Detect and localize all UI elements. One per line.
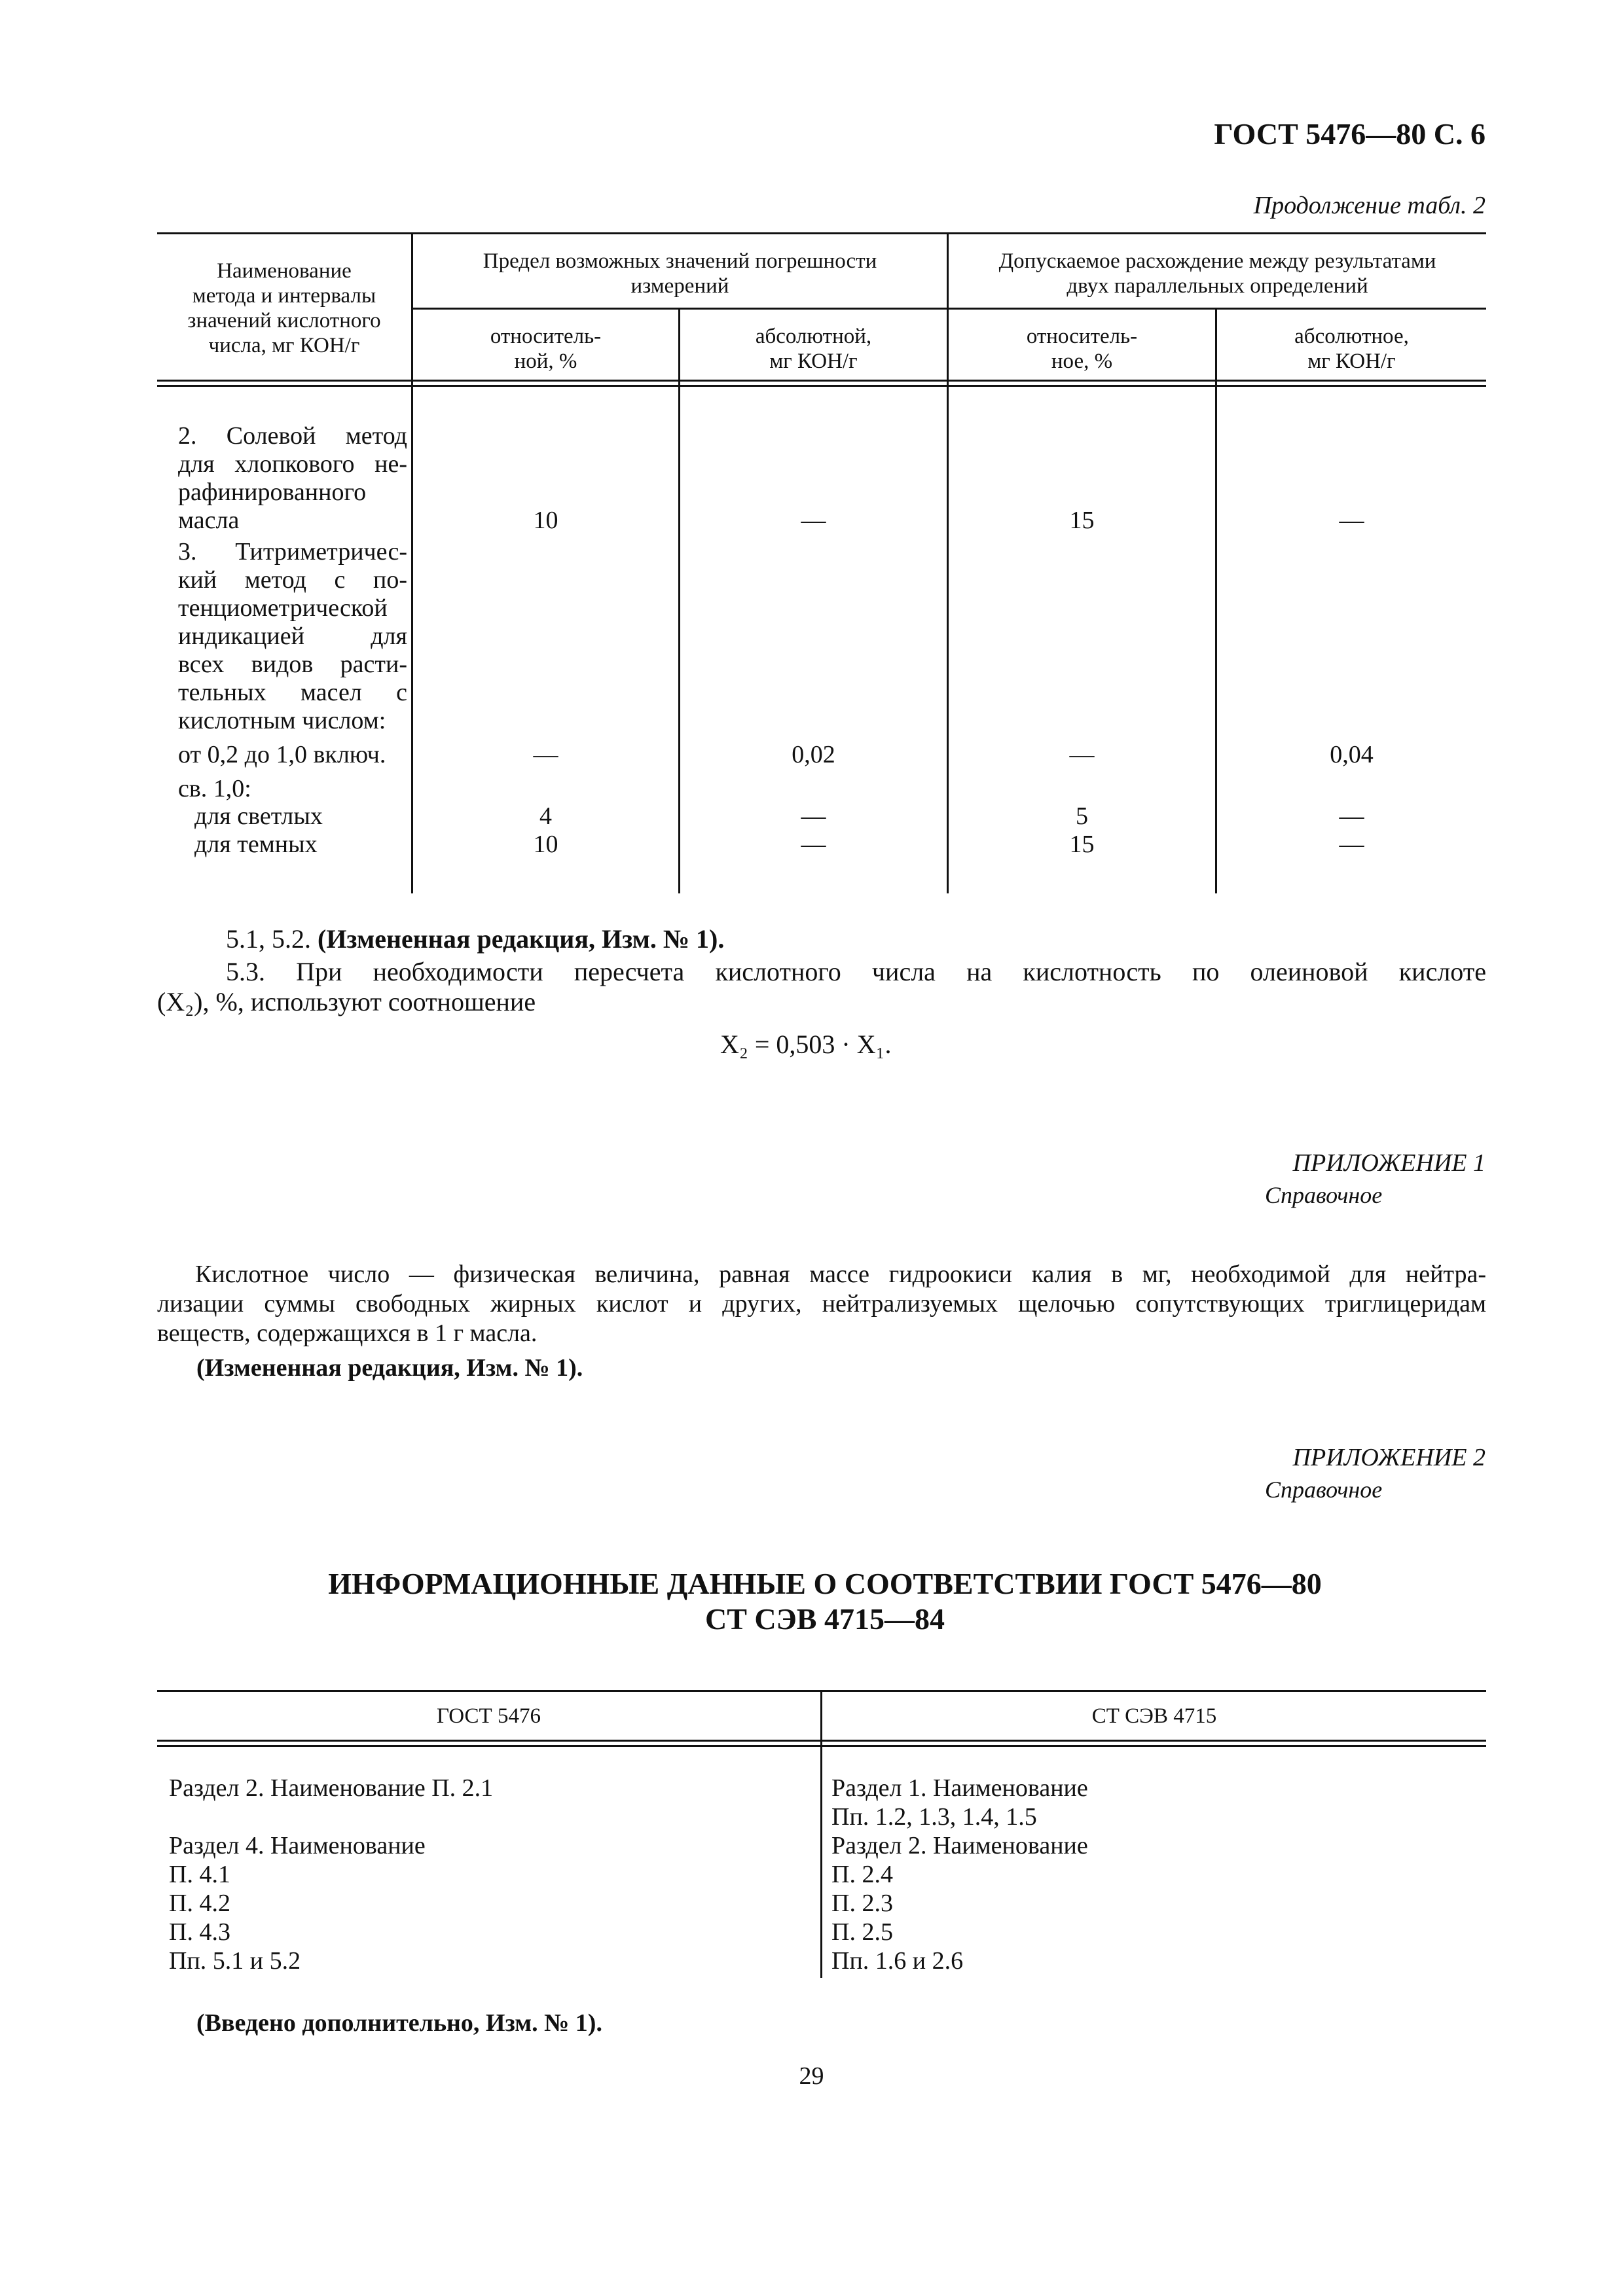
table-continuation-label: Продолжение табл. 2 xyxy=(1253,192,1486,219)
row-b1-rel-diff: 5 xyxy=(1076,802,1088,830)
method2-line: масла xyxy=(178,507,240,534)
row-a-label: от 0,2 до 1,0 включ. xyxy=(178,741,386,768)
method3-line: кислотным числом: xyxy=(178,707,386,734)
th-group1-line: Предел возможных значений погрешности xyxy=(483,249,877,273)
table2-right-line: П. 2.3 xyxy=(831,1890,893,1917)
th-sub1-line: относитель- xyxy=(490,325,602,348)
method2-line: 2. Солевой метод xyxy=(178,422,407,450)
table2-left-line: Пп. 5.1 и 5.2 xyxy=(169,1947,301,1975)
th-sub3-line: ное, % xyxy=(1051,350,1113,373)
definition-paragraph xyxy=(157,1260,1486,1348)
table2-left-line: П. 4.3 xyxy=(169,1918,230,1946)
th-group2-line: двух параллельных определений xyxy=(1067,274,1368,298)
method2-rel-diff: 15 xyxy=(1069,507,1095,534)
row-a-rel-error: — xyxy=(533,741,558,768)
table2-right-line: П. 2.5 xyxy=(831,1918,893,1946)
th-group1-line: измерений xyxy=(630,274,729,298)
method3-line: тельных масел с xyxy=(178,679,407,706)
formula: X₂ = 0,503 · X₁. xyxy=(720,1030,892,1059)
row-b1-abs-diff: — xyxy=(1339,802,1364,830)
row-b1-abs-error: — xyxy=(801,802,826,830)
table2-right-line: Раздел 1. Наименование xyxy=(831,1774,1088,1802)
th-group2-line: Допускаемое расхождение между результатами xyxy=(998,249,1436,273)
method3-line: тенциометрической xyxy=(178,594,388,622)
appendix-1-subtitle: Справочное xyxy=(1265,1182,1383,1208)
row-b1-label: для светлых xyxy=(194,802,323,830)
info-title-line1: ИНФОРМАЦИОННЫЕ ДАННЫЕ О СООТВЕТСТВИИ ГОСТ 5476—80 xyxy=(328,1567,1322,1600)
definition-line: веществ, содержащихся в 1 г масла. xyxy=(157,1319,538,1347)
row-b2-rel-diff: 15 xyxy=(1069,831,1095,858)
amendment-note-2: (Измененная редакция, Изм. № 1). xyxy=(196,1354,583,1382)
table2-head-gost: ГОСТ 5476 xyxy=(437,1704,541,1728)
method2-line: рафинированного xyxy=(178,478,367,506)
th-sub1-line: ной, % xyxy=(514,350,577,373)
appendix-1-title: ПРИЛОЖЕНИЕ 1 xyxy=(1292,1149,1486,1177)
row-b2-abs-error: — xyxy=(801,831,826,858)
row-b2-abs-diff: — xyxy=(1339,831,1364,858)
th-sub2-line: мг КОН/г xyxy=(769,350,858,373)
method3-line: кий метод с по- xyxy=(178,566,407,594)
th-sub4-line: мг КОН/г xyxy=(1307,350,1396,373)
table2-left-line: Раздел 2. Наименование П. 2.1 xyxy=(169,1774,494,1802)
row-b-label: св. 1,0: xyxy=(178,775,251,802)
method2-line: для хлопкового не- xyxy=(178,450,407,478)
row-b2-rel-error: 10 xyxy=(533,831,558,858)
method3-line: 3. Титриметричес- xyxy=(178,538,407,565)
row-a-abs-diff: 0,04 xyxy=(1330,741,1374,768)
th-name-line: значений кислотного xyxy=(187,309,381,332)
info-title-line2: СТ СЭВ 4715—84 xyxy=(704,1602,945,1636)
paragraph-5-3-line1: 5.3. При необходимости пересчета кислотного числа на кислотность по олеиновой кислоте xyxy=(226,957,1486,986)
amendment-bold: (Измененная редакция, Изм. № 1). xyxy=(318,924,725,954)
row-b2-label: для темных xyxy=(194,831,318,858)
method2-abs-error: — xyxy=(801,507,826,534)
table2-right-line: Пп. 1.2, 1.3, 1.4, 1.5 xyxy=(831,1803,1037,1831)
row-a-rel-diff: — xyxy=(1069,741,1095,768)
definition-line: лизации суммы свободных жирных кислот и других, нейтрализуемых щелочью сопутствующих триглицеридам xyxy=(157,1290,1486,1318)
paragraph-5-3-line2: (X₂), %, используют соотношение xyxy=(157,987,536,1016)
method2-rel-error: 10 xyxy=(533,507,558,534)
table2-left-line: Раздел 4. Наименование xyxy=(169,1832,426,1859)
amendment-note-1 xyxy=(226,924,724,954)
introduced-note: (Введено дополнительно, Изм. № 1). xyxy=(196,2009,602,2037)
row-b1-rel-error: 4 xyxy=(539,802,552,830)
method3-line: индикацией для xyxy=(178,622,407,650)
table2-right-line: П. 2.4 xyxy=(831,1861,893,1888)
method2-abs-diff: — xyxy=(1339,507,1364,534)
table2-left-line: П. 4.2 xyxy=(169,1890,230,1917)
method3-line: всех видов расти- xyxy=(178,651,407,678)
definition-line: Кислотное число — физическая величина, равная массе гидроокиси калия в мг, необходимой для нейтра- xyxy=(195,1261,1486,1288)
appendix-2-subtitle: Справочное xyxy=(1265,1477,1383,1503)
amendment-prefix: 5.1, 5.2. xyxy=(226,924,311,954)
th-sub3-line: относитель- xyxy=(1026,325,1138,348)
th-sub4-line: абсолютное, xyxy=(1294,325,1409,348)
page-number: 29 xyxy=(799,2062,824,2090)
table2-right-line: Раздел 2. Наименование xyxy=(831,1832,1088,1859)
table2-head-sev: СТ СЭВ 4715 xyxy=(1091,1704,1217,1728)
th-name-line: числа, мг КОН/г xyxy=(208,334,360,357)
th-name-line: Наименование xyxy=(217,259,352,283)
page-header: ГОСТ 5476—80 С. 6 xyxy=(1214,117,1486,151)
th-name-line: метода и интервалы xyxy=(192,284,376,308)
appendix-2-title: ПРИЛОЖЕНИЕ 2 xyxy=(1292,1444,1486,1471)
table2-left-line: П. 4.1 xyxy=(169,1861,230,1888)
row-a-abs-error: 0,02 xyxy=(792,741,835,768)
th-sub2-line: абсолютной, xyxy=(755,325,872,348)
table2-right-line: Пп. 1.6 и 2.6 xyxy=(831,1947,964,1975)
